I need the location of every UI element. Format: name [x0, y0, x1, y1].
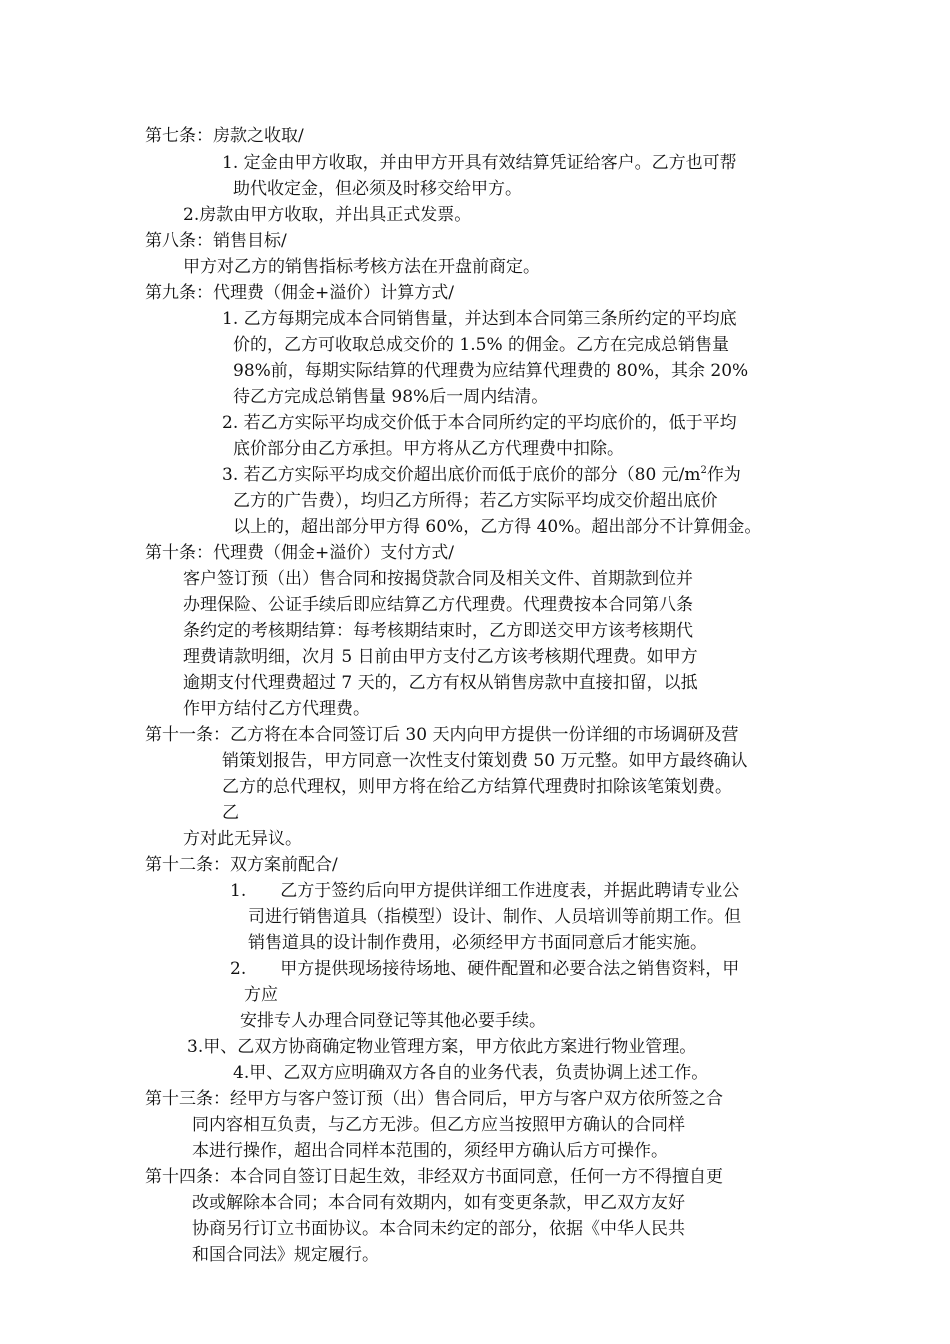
- article-9-heading: 第九条：代理费（佣金+溢价）计算方式/: [145, 283, 454, 303]
- article-9-item-3: [222, 462, 741, 488]
- text-line: 底价部分由乙方承担。甲方将从乙方代理费中扣除。: [233, 439, 624, 459]
- text-line: 办理保险、公证手续后即应结算乙方代理费。代理费按本合同第八条: [183, 595, 693, 615]
- text-line: 销售道具的设计制作费用，必须经甲方书面同意后才能实施。: [248, 933, 707, 953]
- text-line: 改或解除本合同；本合同有效期内，如有变更条款，甲乙双方友好: [192, 1193, 685, 1213]
- text-line: 乙: [222, 803, 239, 823]
- text-line: 98%前，每期实际结算的代理费为应结算代理费的 80%，其余 20%: [233, 361, 749, 381]
- article-12-heading: 第十二条：双方案前配合/: [145, 855, 338, 875]
- text-line: 司进行销售道具（指模型）设计、制作、人员培训等前期工作。但: [248, 907, 741, 927]
- article-12-item-3: 3.甲、乙双方协商确定物业管理方案，甲方依此方案进行物业管理。: [187, 1037, 697, 1057]
- text-line: 销策划报告，甲方同意一次性支付策划费 50 万元整。如甲方最终确认: [222, 751, 748, 771]
- text-line: 安排专人办理合同登记等其他必要手续。: [240, 1011, 546, 1031]
- article-14-heading: 第十四条：本合同自签订日起生效，非经双方书面同意，任何一方不得擅自更: [145, 1167, 723, 1187]
- article-7-item-1: 1. 定金由甲方收取，并由甲方开具有效结算凭证给客户。乙方也可帮: [222, 153, 737, 173]
- text-line: 乙方的总代理权，则甲方将在给乙方结算代理费时扣除该笔策划费。: [222, 777, 732, 797]
- text-line: 助代收定金，但必须及时移交给甲方。: [233, 179, 522, 199]
- text-line: 本进行操作，超出合同样本范围的，须经甲方确认后方可操作。: [192, 1141, 668, 1161]
- text-line: 逾期支付代理费超过 7 天的，乙方有权从销售房款中直接扣留，以抵: [183, 673, 698, 693]
- article-9-item-2: 2. 若乙方实际平均成交价低于本合同所约定的平均底价的，低于平均: [222, 413, 737, 433]
- text-line: 理费请款明细，次月 5 日前由甲方支付乙方该考核期代理费。如甲方: [183, 647, 698, 667]
- text-line: 方应: [244, 985, 278, 1005]
- article-9-item-1: 1. 乙方每期完成本合同销售量，并达到本合同第三条所约定的平均底: [222, 309, 737, 329]
- text-line: 方对此无异议。: [183, 829, 302, 849]
- text-line: 以上的，超出部分甲方得 60%，乙方得 40%。超出部分不计算佣金。: [233, 517, 762, 537]
- article-7-heading: 第七条：房款之收取/: [145, 126, 304, 146]
- text-line: 和国合同法》规定履行。: [192, 1245, 379, 1265]
- superscript: 2: [700, 465, 707, 476]
- text-line: 作甲方结付乙方代理费。: [183, 699, 370, 719]
- article-12-item-2: 2. 甲方提供现场接待场地、硬件配置和必要合法之销售资料，甲: [230, 959, 740, 979]
- text-line: 乙方的广告费），均归乙方所得；若乙方实际平均成交价超出底价: [233, 491, 718, 511]
- text-segment: 3. 若乙方实际平均成交价超出底价而低于底价的部分（80 元/m: [222, 465, 701, 485]
- article-12-item-4: 4.甲、乙双方应明确双方各自的业务代表，负责协调上述工作。: [233, 1063, 709, 1083]
- article-11-heading: 第十一条：乙方将在本合同签订后 30 天内向甲方提供一份详细的市场调研及营: [145, 725, 739, 745]
- text-line: 条约定的考核期结算：每考核期结束时，乙方即送交甲方该考核期代: [183, 621, 693, 641]
- article-10-heading: 第十条：代理费（佣金+溢价）支付方式/: [145, 543, 454, 563]
- article-7-item-2: 2.房款由甲方收取，并出具正式发票。: [183, 205, 472, 225]
- article-12-item-1: 1. 乙方于签约后向甲方提供详细工作进度表，并据此聘请专业公: [230, 881, 740, 901]
- text-line: 协商另行订立书面协议。本合同未约定的部分，依据《中华人民共: [192, 1219, 685, 1239]
- text-line: 客户签订预（出）售合同和按揭贷款合同及相关文件、首期款到位并: [183, 569, 693, 589]
- article-13-heading: 第十三条：经甲方与客户签订预（出）售合同后，甲方与客户双方依所签之合: [145, 1089, 723, 1109]
- text-segment: 作为: [706, 465, 741, 485]
- text-line: 甲方对乙方的销售指标考核方法在开盘前商定。: [183, 257, 540, 277]
- text-line: 待乙方完成总销售量 98%后一周内结清。: [233, 387, 549, 407]
- text-line: 价的，乙方可收取总成交价的 1.5% 的佣金。乙方在完成总销售量: [233, 335, 729, 355]
- article-8-heading: 第八条：销售目标/: [145, 231, 287, 251]
- text-line: 同内容相互负责，与乙方无涉。但乙方应当按照甲方确认的合同样: [192, 1115, 685, 1135]
